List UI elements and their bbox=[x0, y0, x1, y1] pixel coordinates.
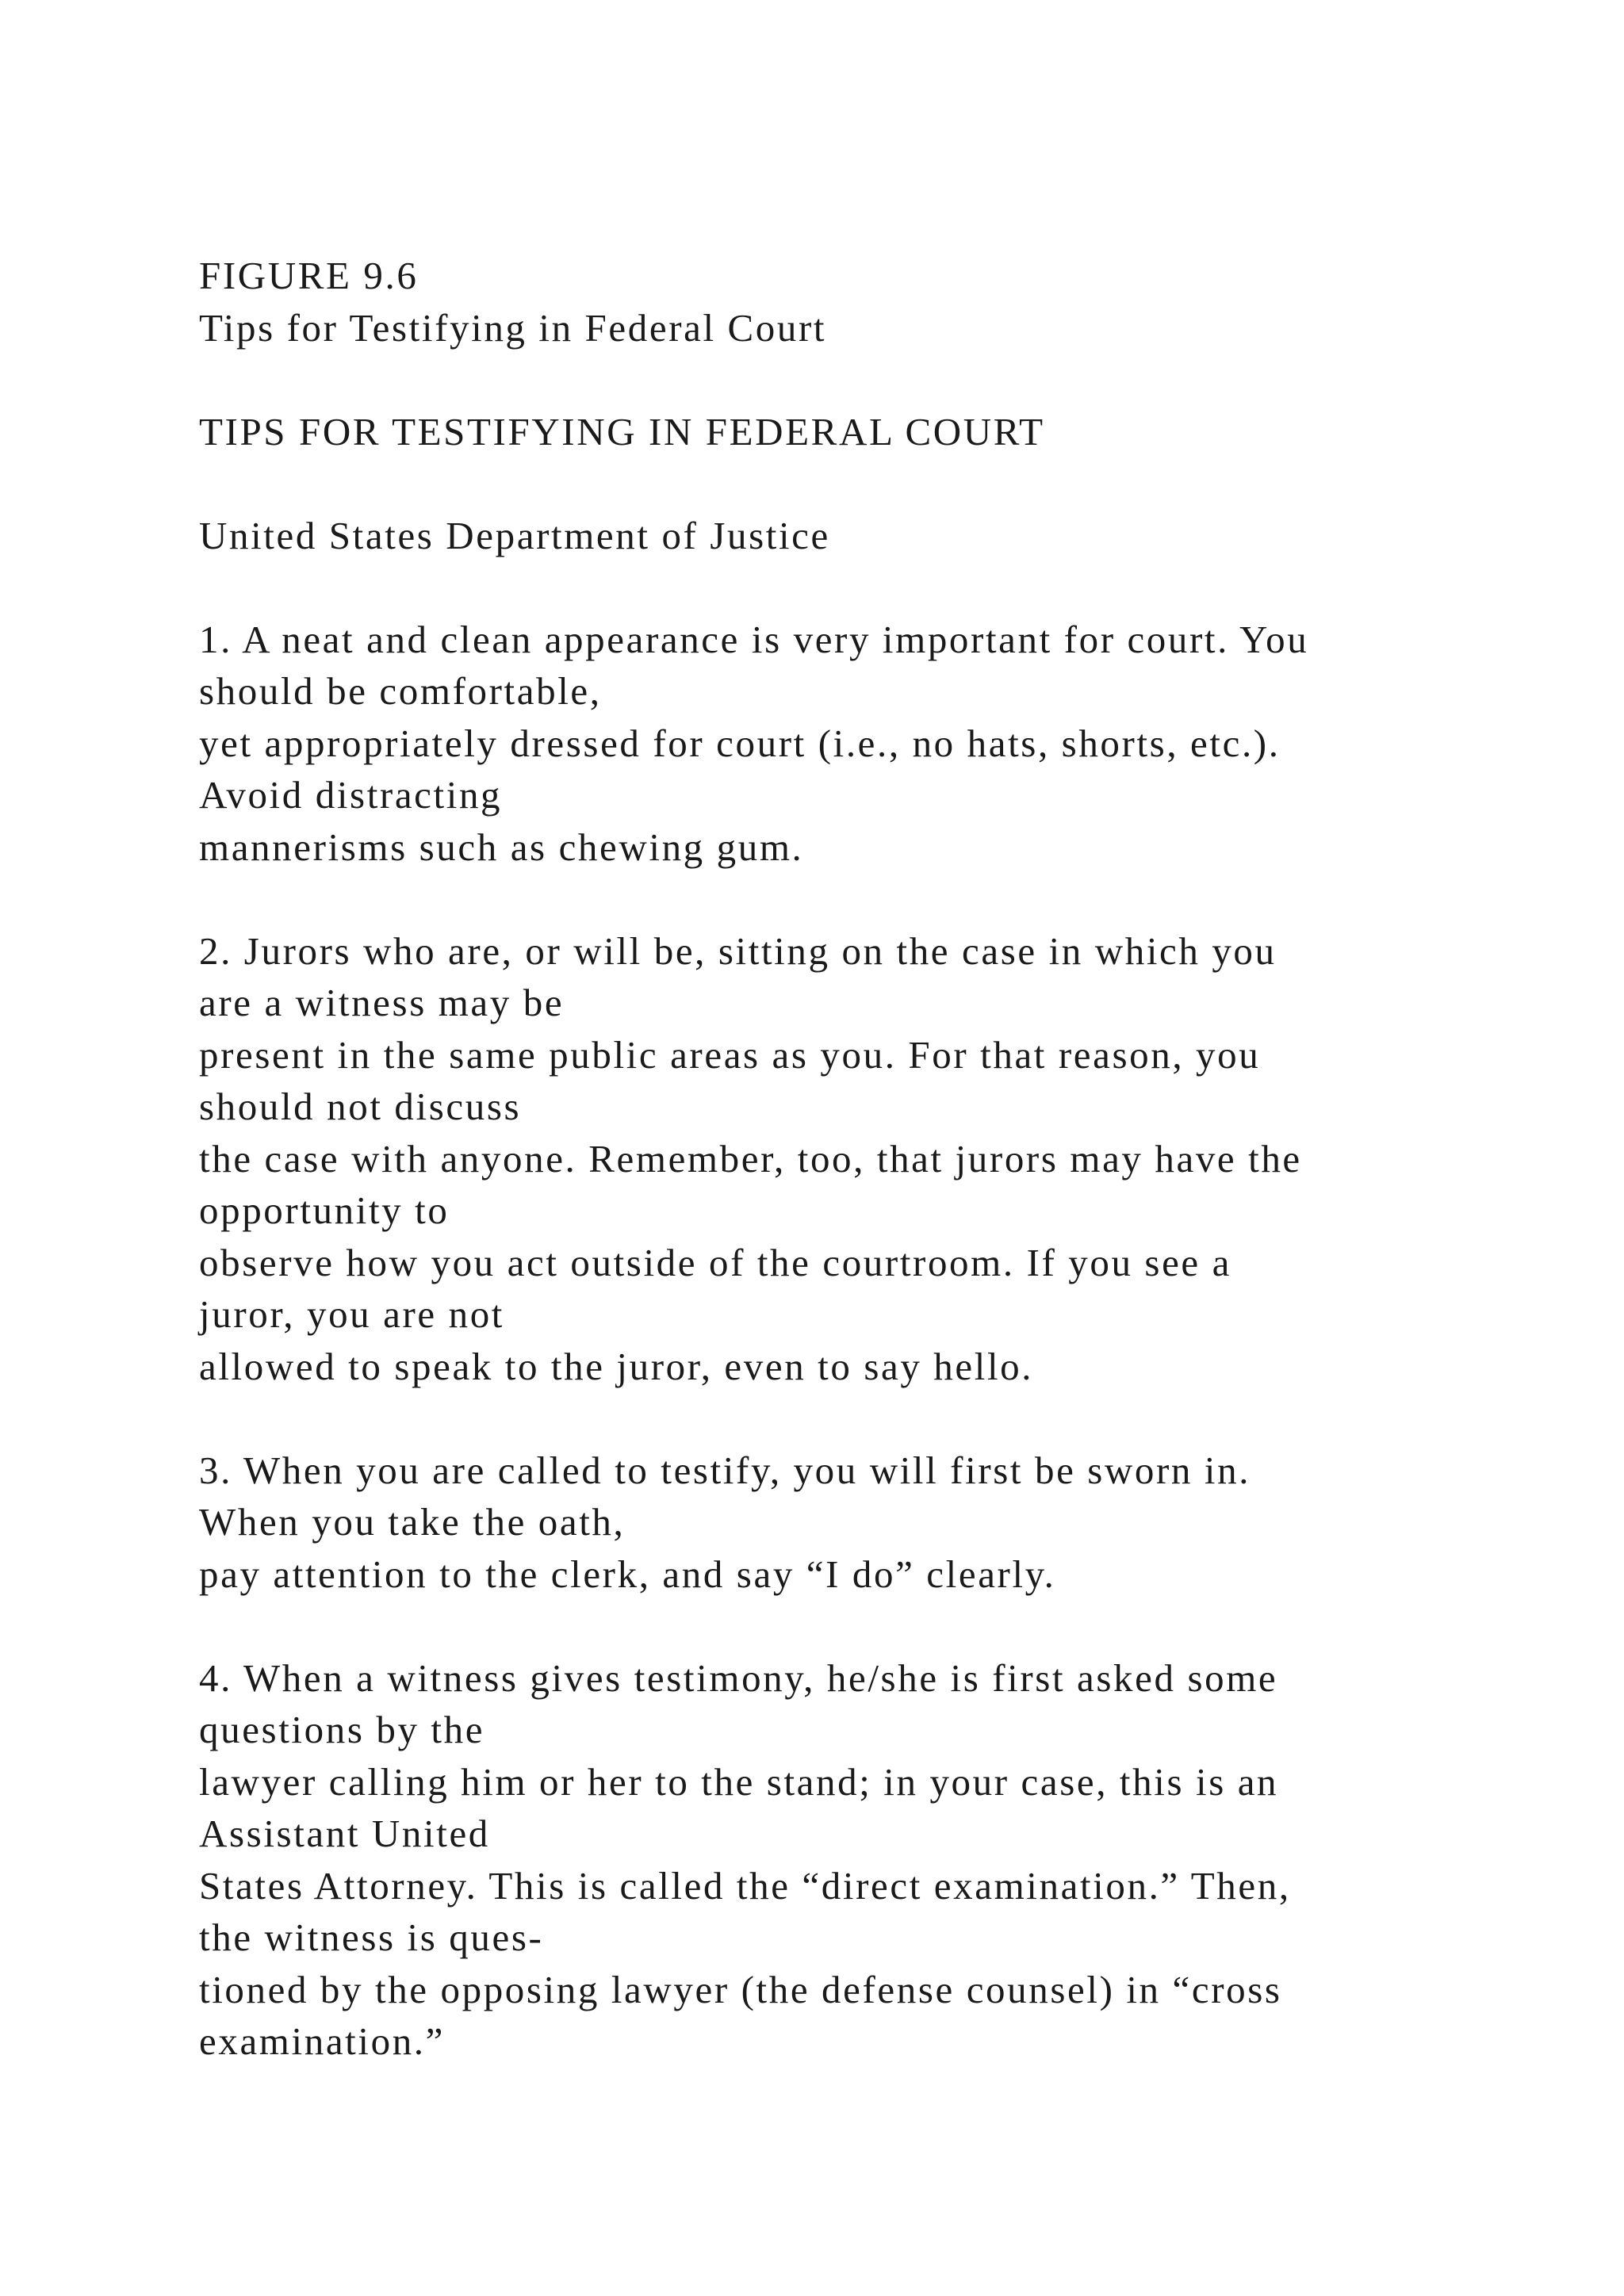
tip-line: lawyer calling him or her to the stand; in your case, this is an bbox=[199, 1759, 1279, 1804]
tip-line: the witness is ques- bbox=[199, 1915, 544, 1959]
spacer bbox=[199, 1600, 1484, 1652]
tip-line: States Attorney. This is called the “direct examination.” Then, bbox=[199, 1863, 1291, 1908]
document-body bbox=[199, 250, 1484, 2068]
tip-line: 3. When you are called to testify, you will first be sworn in. bbox=[199, 1448, 1251, 1492]
tip-line: 1. A neat and clean appearance is very important for court. You bbox=[199, 617, 1309, 661]
tip-line: juror, you are not bbox=[199, 1292, 505, 1336]
spacer bbox=[199, 457, 1484, 510]
tip-line: mannerisms such as chewing gum. bbox=[199, 825, 804, 869]
tip-line: yet appropriately dressed for court (i.e., no hats, shorts, etc.). bbox=[199, 721, 1281, 765]
tip-line: Assistant United bbox=[199, 1812, 490, 1855]
tip-line: should be comfortable, bbox=[199, 669, 602, 713]
tip-line: examination.” bbox=[199, 2019, 445, 2063]
document-source: United States Department of Justice bbox=[199, 513, 830, 557]
tip-line: opportunity to bbox=[199, 1188, 450, 1232]
tip-line: tioned by the opposing lawyer (the defense counsel) in “cross bbox=[199, 1967, 1282, 2011]
spacer bbox=[199, 561, 1484, 614]
tip-line: should not discuss bbox=[199, 1085, 522, 1128]
tip-4 bbox=[199, 1652, 1484, 2068]
figure-label: FIGURE 9.6 bbox=[199, 254, 419, 297]
tip-2 bbox=[199, 925, 1484, 1393]
tip-line: are a witness may be bbox=[199, 981, 565, 1024]
tip-line: present in the same public areas as you. For that reason, you bbox=[199, 1032, 1261, 1077]
tip-1 bbox=[199, 614, 1484, 874]
tip-line: the case with anyone. Remember, too, that jurors may have the bbox=[199, 1136, 1302, 1181]
tip-line: questions by the bbox=[199, 1708, 485, 1751]
tip-line: allowed to speak to the juror, even to say hello. bbox=[199, 1344, 1034, 1388]
spacer bbox=[199, 354, 1484, 406]
figure-caption: Tips for Testifying in Federal Court bbox=[199, 305, 827, 350]
tip-line: When you take the oath, bbox=[199, 1500, 626, 1544]
tip-line: 4. When a witness gives testimony, he/she is first asked some bbox=[199, 1655, 1278, 1700]
spacer bbox=[199, 873, 1484, 925]
tip-line: observe how you act outside of the courtroom. If you see a bbox=[199, 1240, 1231, 1284]
tip-line: pay attention to the clerk, and say “I do” clearly. bbox=[199, 1552, 1056, 1596]
tip-line: Avoid distracting bbox=[199, 773, 503, 817]
document-heading: TIPS FOR TESTIFYING IN FEDERAL COURT bbox=[199, 409, 1045, 453]
tip-line: 2. Jurors who are, or will be, sitting on the case in which you bbox=[199, 928, 1277, 973]
spacer bbox=[199, 1392, 1484, 1445]
tip-3 bbox=[199, 1445, 1484, 1601]
